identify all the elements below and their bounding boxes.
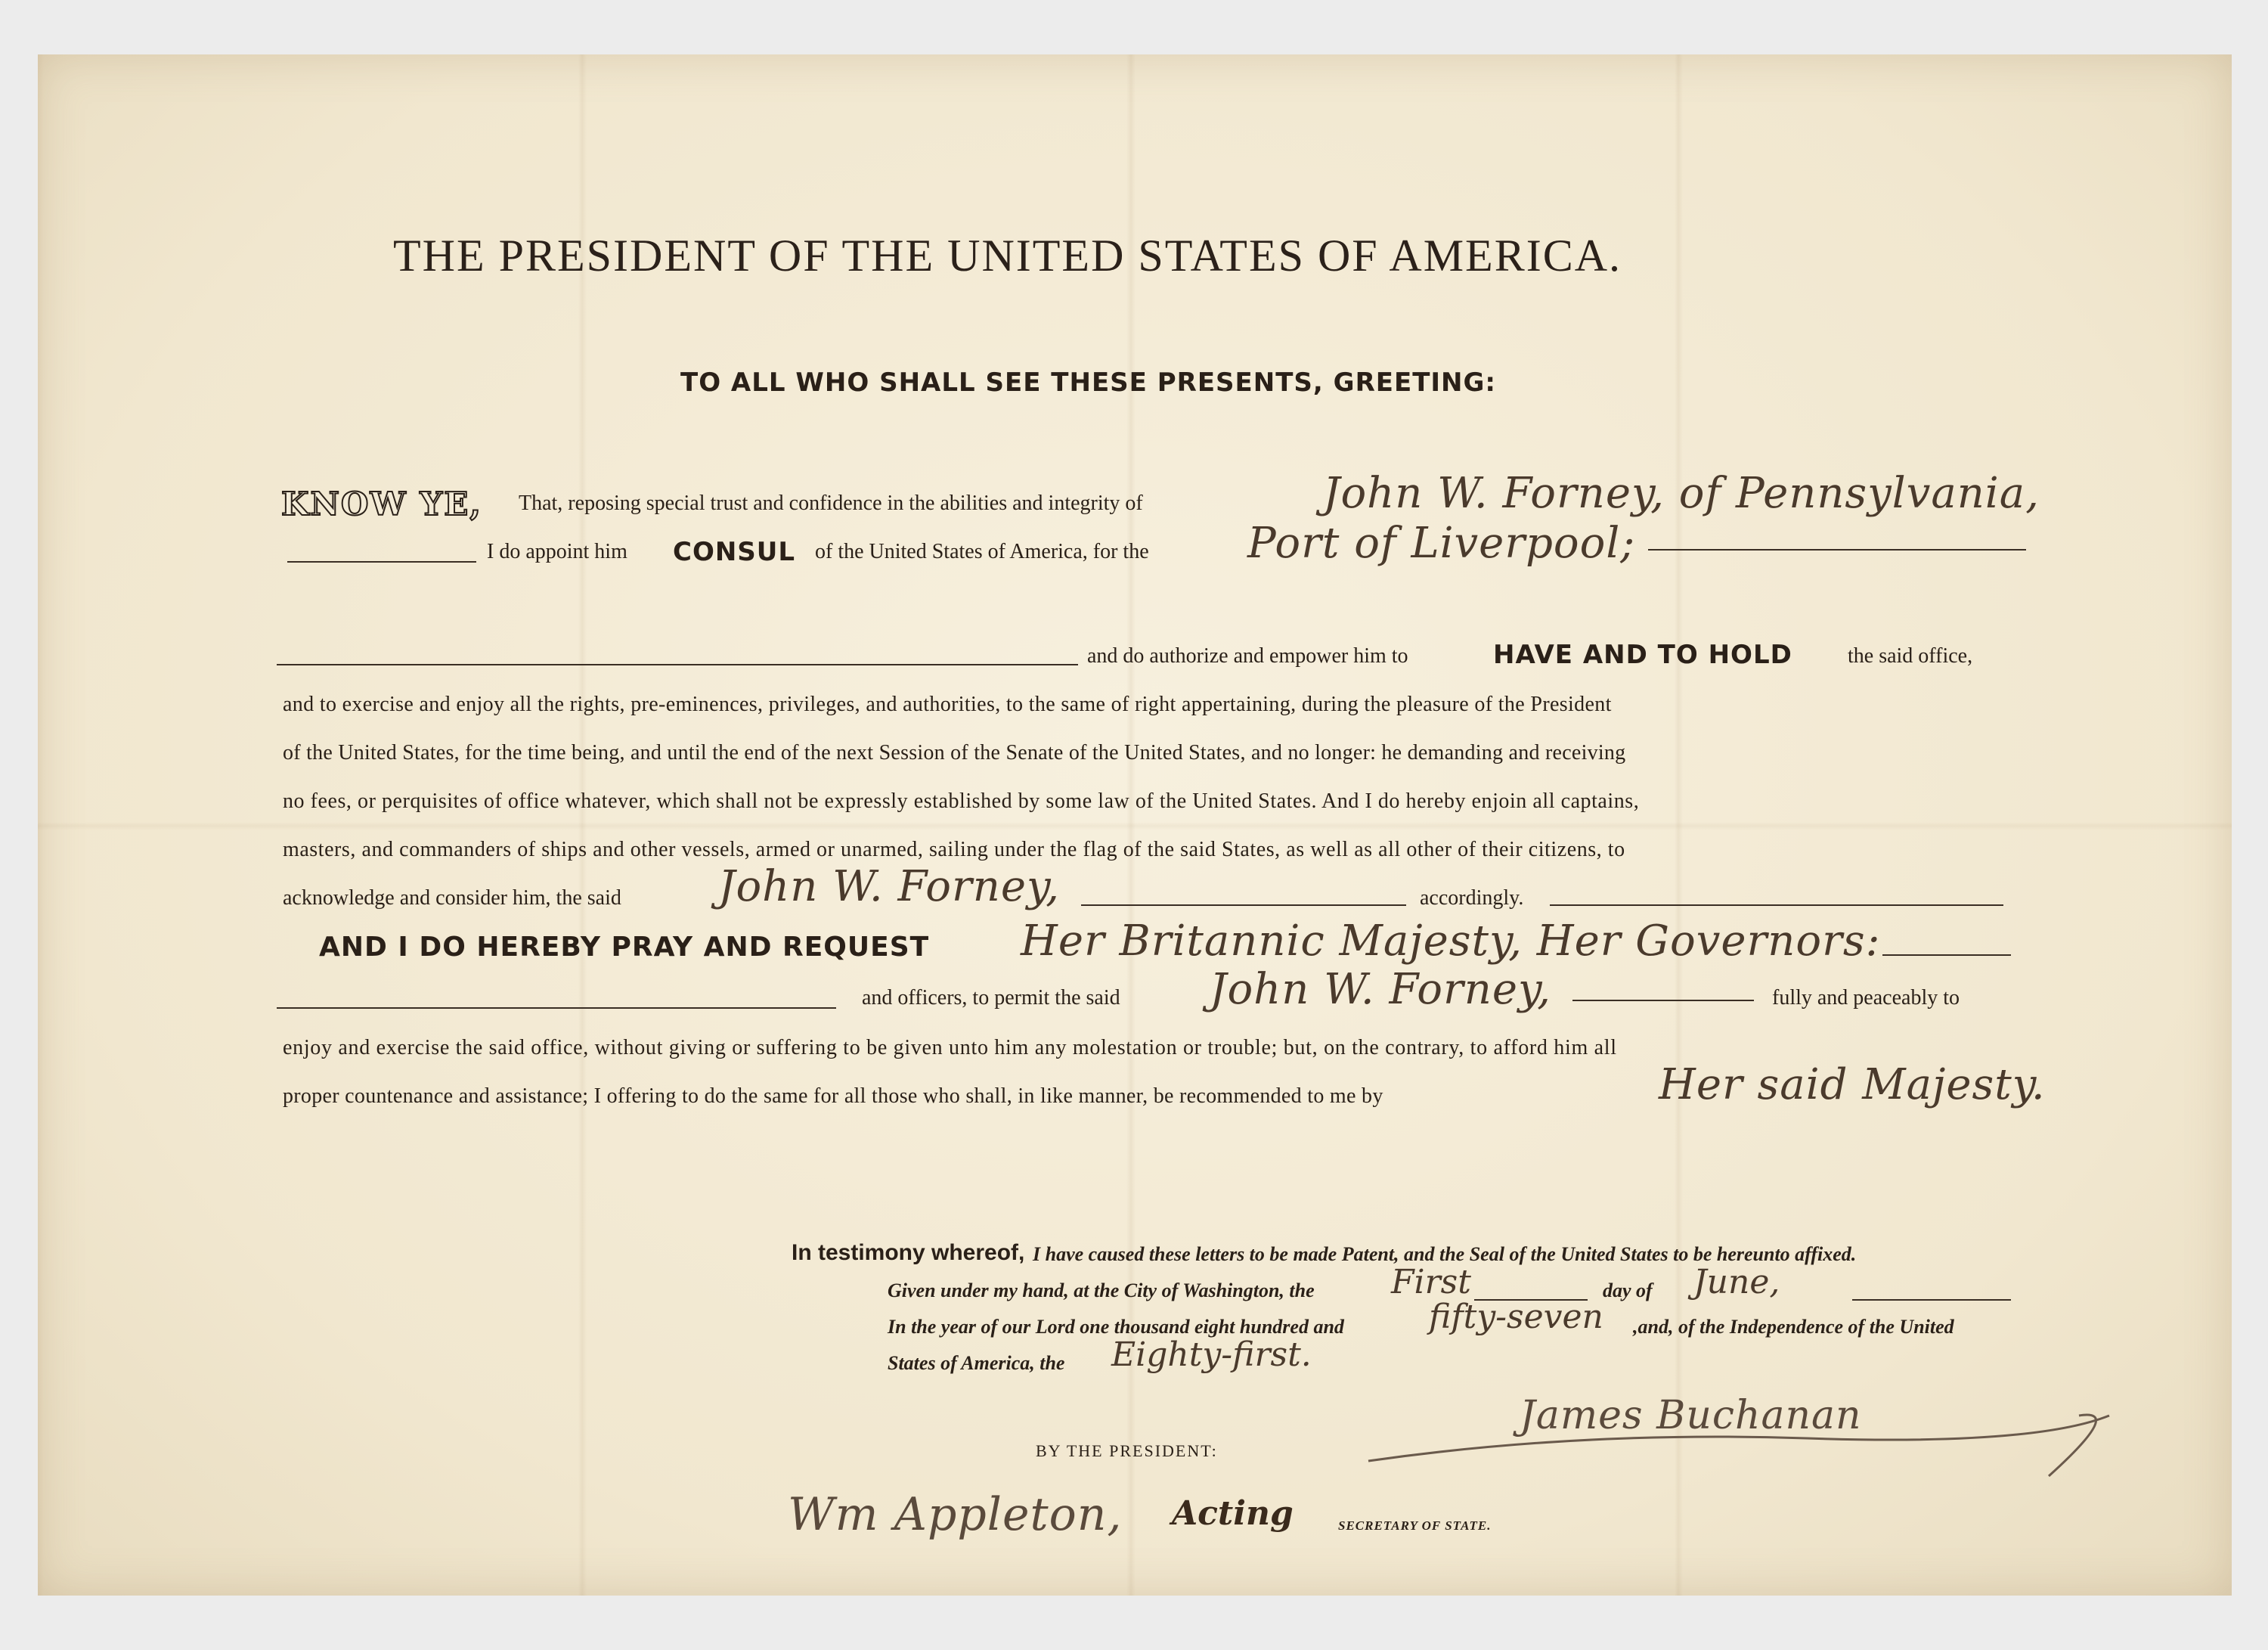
greeting: TO ALL WHO SHALL SEE THESE PRESENTS, GREETING:: [680, 368, 1496, 398]
body-line-7: masters, and commanders of ships and other vessels, armed or unarmed, sailing under the flag of the said States, as well as all other of their citizens, to: [283, 838, 1625, 861]
blank-line: [277, 664, 1078, 665]
blank-line: [277, 1007, 836, 1009]
testimony-heading: In testimony whereof,: [792, 1240, 1025, 1265]
line10-text-a: and officers, to permit the said: [862, 986, 1120, 1010]
testimony-text: I have caused these letters to be made Patent, and the Seal of the United States to be hereunto affixed.: [1033, 1243, 1857, 1265]
day-hand: First: [1391, 1263, 1471, 1301]
secretary-signature: Wm Appleton,: [788, 1488, 1123, 1541]
line3-text-a: and do authorize and empower him to: [1087, 644, 1408, 668]
acting-hand: Acting: [1172, 1494, 1294, 1533]
have-and-to-hold: HAVE AND TO HOLD: [1493, 640, 1792, 670]
blank-line: [1550, 904, 2003, 906]
blank-line: [1882, 954, 2011, 956]
line8-text-a: acknowledge and consider him, the said: [283, 886, 621, 910]
blank-line: [1852, 1299, 2011, 1301]
her-said-majesty-hand: Her said Majesty.: [1659, 1060, 2046, 1109]
given-text-a: Given under my hand, at the City of Washington, the: [888, 1279, 1315, 1301]
year-text-b: ,and, of the Independence of the United: [1633, 1316, 1954, 1338]
britannic-majesty-hand: Her Britannic Majesty, Her Governors:: [1021, 916, 1881, 966]
port-hand: Port of Liverpool;: [1247, 519, 1636, 568]
appointee-name-hand: John W. Forney, of Pennsylvania,: [1323, 469, 2040, 518]
forney-hand-2: John W. Forney,: [1210, 965, 1551, 1014]
year-hand: fifty-seven: [1429, 1298, 1603, 1336]
line8-text-b: accordingly.: [1420, 886, 1524, 910]
states-text-a: States of America, the: [888, 1352, 1065, 1374]
given-text-b: day of: [1603, 1279, 1653, 1301]
line2-text-a: I do appoint him: [487, 540, 627, 563]
by-the-president: BY THE PRESIDENT:: [1036, 1441, 1218, 1460]
line3-text-b: the said office,: [1848, 644, 1973, 668]
forney-hand-1: John W. Forney,: [718, 862, 1060, 911]
consul-label: CONSUL: [673, 537, 796, 567]
blank-line: [287, 561, 476, 563]
body-line-5: of the United States, for the time being, and until the end of the next Session of the Senate of the United States, and no longer: he demanding and receiving: [283, 741, 1626, 765]
ordinal-hand: Eighty-first.: [1111, 1335, 1312, 1374]
year-text-a: In the year of our Lord one thousand eight hundred and: [888, 1316, 1344, 1338]
month-hand: June,: [1693, 1263, 1780, 1301]
president-signature: James Buchanan: [1520, 1393, 1862, 1438]
blank-line: [1572, 1000, 1754, 1001]
body-line-11: enjoy and exercise the said office, without giving or suffering to be given unto him any molestation or trouble; but, on the contrary, to afford him all: [283, 1036, 1617, 1059]
signature-flourish: [1353, 1385, 2139, 1499]
document-title: THE PRESIDENT OF THE UNITED STATES OF AMERICA.: [393, 231, 1622, 281]
body-line-4: and to exercise and enjoy all the rights, pre-eminences, privileges, and authorities, to the same of right appertaining, during the pleasure of the President: [283, 693, 1612, 716]
pray-and-request: AND I DO HEREBY PRAY AND REQUEST: [319, 932, 930, 963]
blank-line: [1648, 549, 2026, 551]
line10-text-b: fully and peaceably to: [1772, 986, 1960, 1010]
commission-document: [38, 54, 2232, 1596]
line12-text: proper countenance and assistance; I offering to do the same for all those who shall, in like manner, be recommended to me by: [283, 1084, 1383, 1108]
line1-text: That, reposing special trust and confidence in the abilities and integrity of: [519, 492, 1143, 515]
line2-text-b: of the United States of America, for the: [815, 540, 1149, 563]
know-ye-heading: KNOW YE,: [281, 485, 482, 523]
secretary-of-state-label: SECRETARY OF STATE.: [1338, 1518, 1492, 1533]
blank-line: [1081, 904, 1406, 906]
body-line-6: no fees, or perquisites of office whatever, which shall not be expressly established by some law of the United States. And I do hereby enjoin all captains,: [283, 789, 1640, 813]
